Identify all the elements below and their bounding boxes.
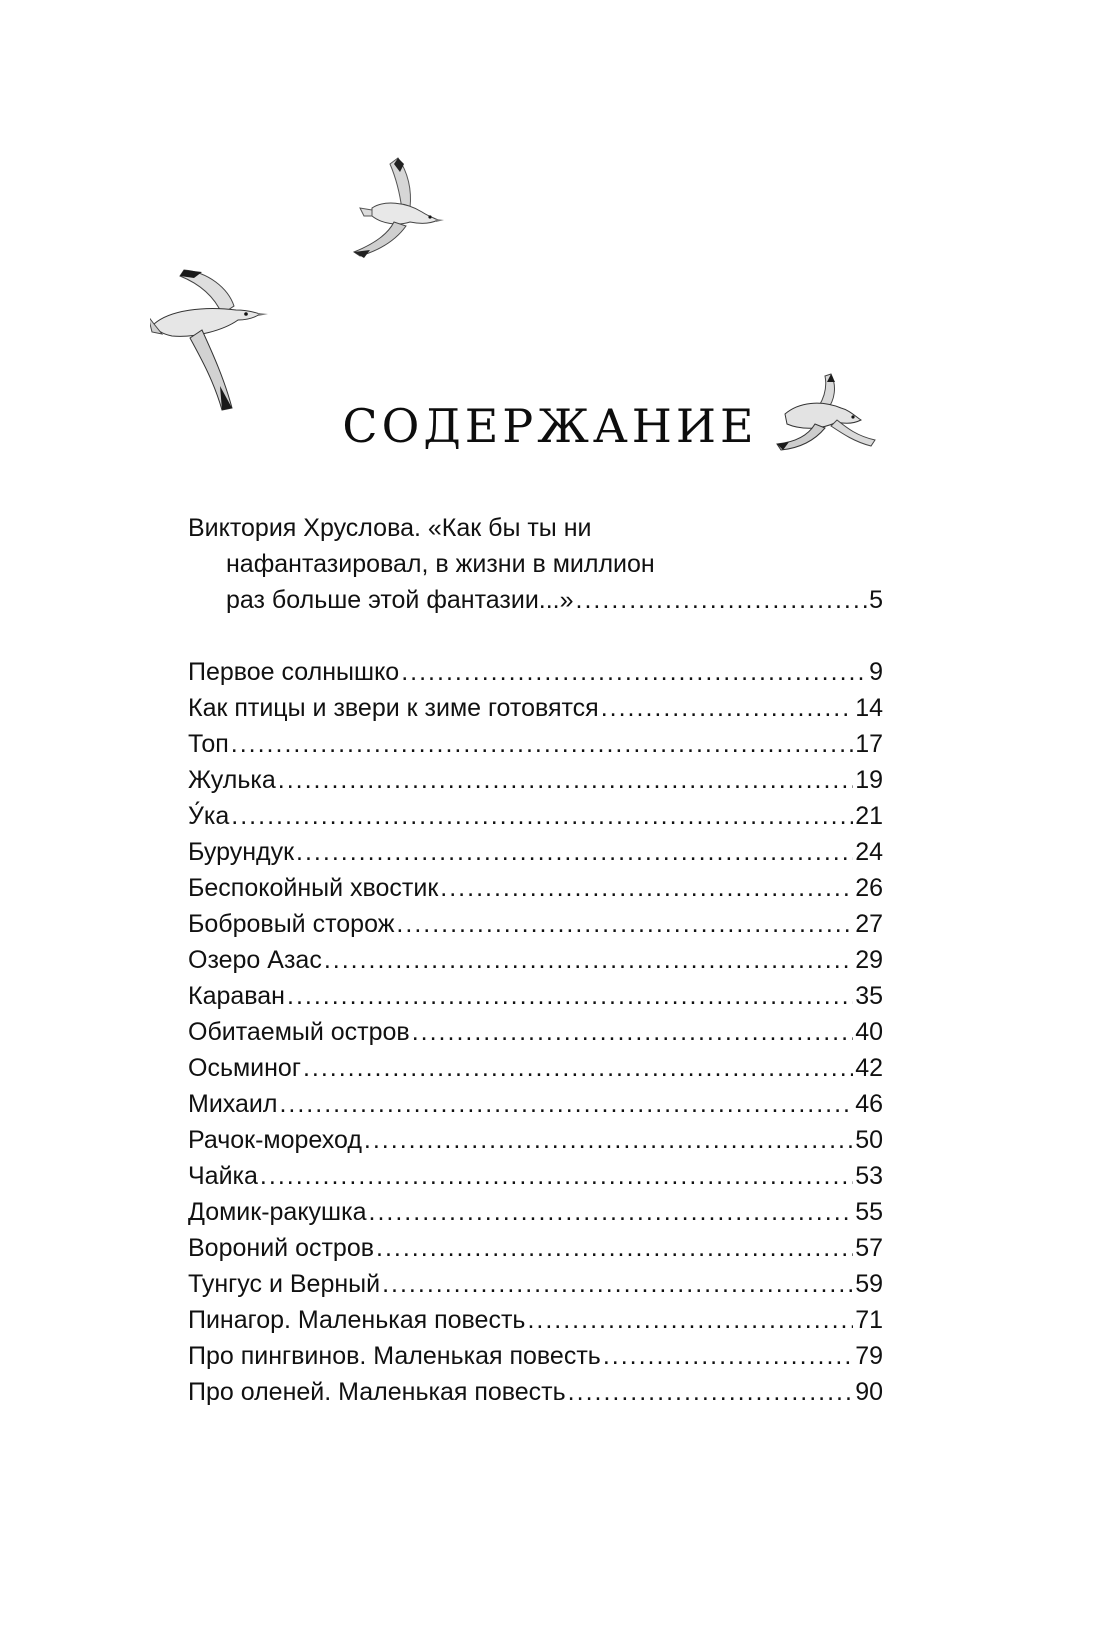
entry-title: У́ка [188, 802, 230, 830]
entry-title: Домик-ракушка [188, 1198, 367, 1226]
dot-leader [231, 798, 853, 834]
entry-title: раз больше этой фантазии...» [226, 586, 574, 614]
toc-entry[interactable] [188, 834, 883, 870]
entry-page: 24 [855, 838, 883, 866]
toc-entry[interactable] [188, 1086, 883, 1122]
intro-entry[interactable] [188, 510, 883, 618]
dot-leader [603, 1338, 853, 1374]
entry-page: 50 [855, 1126, 883, 1154]
page-title: СОДЕРЖАНИЕ [342, 398, 758, 453]
entry-page: 19 [855, 766, 883, 794]
entry-page: 46 [855, 1090, 883, 1118]
toc-entry[interactable] [188, 654, 883, 690]
toc-entry[interactable] [188, 1158, 883, 1194]
toc-entry[interactable] [188, 978, 883, 1014]
dot-leader [324, 942, 853, 978]
entry-title: Михаил [188, 1090, 278, 1118]
entry-title: Осьминог [188, 1054, 301, 1082]
toc-entry[interactable] [188, 690, 883, 726]
entry-page: 79 [855, 1342, 883, 1370]
entry-page: 90 [855, 1378, 883, 1406]
entry-page: 59 [855, 1270, 883, 1298]
seagull-illustration-top [350, 150, 450, 270]
dot-leader [260, 1158, 853, 1194]
toc-entry[interactable] [188, 1014, 883, 1050]
dot-leader [278, 762, 853, 798]
dot-leader [296, 834, 853, 870]
toc-entry[interactable] [188, 870, 883, 906]
entry-title: Обитаемый остров [188, 1018, 410, 1046]
dot-leader [440, 870, 853, 906]
entry-page: 27 [855, 910, 883, 938]
intro-line-3 [188, 582, 883, 618]
entry-title: Про пингвинов. Маленькая повесть [188, 1342, 601, 1370]
toc-entry[interactable] [188, 1266, 883, 1302]
entry-title: Как птицы и звери к зиме готовятся [188, 694, 599, 722]
dot-leader [369, 1194, 854, 1230]
entry-page: 40 [855, 1018, 883, 1046]
toc-entry[interactable] [188, 1230, 883, 1266]
toc-entry[interactable] [188, 1338, 883, 1374]
entry-page: 21 [855, 802, 883, 830]
entry-page: 53 [855, 1162, 883, 1190]
entry-title: Бобровый сторож [188, 910, 395, 938]
entry-page: 17 [855, 730, 883, 758]
dot-leader [231, 726, 853, 762]
entry-title: Беспокойный хвостик [188, 874, 439, 902]
entry-page: 29 [855, 946, 883, 974]
intro-line-1: Виктория Хруслова. «Как бы ты ни [188, 514, 592, 542]
entry-title: Чайка [188, 1162, 258, 1190]
toc-entry[interactable] [188, 942, 883, 978]
dot-leader [576, 582, 868, 618]
toc-entry[interactable] [188, 1302, 883, 1338]
spacer [188, 618, 883, 654]
entry-page: 26 [855, 874, 883, 902]
toc-entry[interactable] [188, 1374, 883, 1410]
entry-page: 14 [855, 694, 883, 722]
entry-title: Рачок-мореход [188, 1126, 362, 1154]
entry-page: 35 [855, 982, 883, 1010]
entry-title: Первое солнышко [188, 658, 400, 686]
dot-leader [412, 1014, 853, 1050]
entry-title: Пинагор. Маленькая повесть [188, 1306, 526, 1334]
dot-leader [279, 1086, 853, 1122]
entry-title: Караван [188, 982, 285, 1010]
intro-line-2: нафантазировал, в жизни в миллион [226, 550, 655, 578]
seagull-illustration-left [150, 268, 270, 418]
toc-entry[interactable] [188, 1122, 883, 1158]
toc-entry[interactable] [188, 726, 883, 762]
dot-leader [364, 1122, 853, 1158]
dot-leader [396, 906, 853, 942]
entry-title: Тунгус и Верный [188, 1270, 381, 1298]
entry-title: Жулька [188, 766, 276, 794]
table-of-contents [188, 510, 883, 1410]
entry-page: 5 [869, 586, 883, 614]
entry-page: 57 [855, 1234, 883, 1262]
entry-page: 42 [855, 1054, 883, 1082]
dot-leader [601, 690, 853, 726]
entry-title: Бурундук [188, 838, 295, 866]
dot-leader [568, 1374, 854, 1410]
dot-leader [401, 654, 867, 690]
dot-leader [376, 1230, 853, 1266]
dot-leader [287, 978, 853, 1014]
dot-leader [527, 1302, 853, 1338]
entry-title: Топ [188, 730, 229, 758]
dot-leader [382, 1266, 853, 1302]
toc-entry[interactable] [188, 798, 883, 834]
entry-page: 71 [855, 1306, 883, 1334]
entry-page: 9 [869, 658, 883, 686]
dot-leader [303, 1050, 853, 1086]
entry-title: Озеро Азас [188, 946, 322, 974]
toc-entry[interactable] [188, 906, 883, 942]
toc-entry[interactable] [188, 762, 883, 798]
toc-entry[interactable] [188, 1050, 883, 1086]
entry-title: Вороний остров [188, 1234, 375, 1262]
entry-title: Про оленей. Маленькая повесть [188, 1378, 566, 1406]
entry-page: 55 [855, 1198, 883, 1226]
toc-entry[interactable] [188, 1194, 883, 1230]
entry-list [188, 654, 883, 1410]
